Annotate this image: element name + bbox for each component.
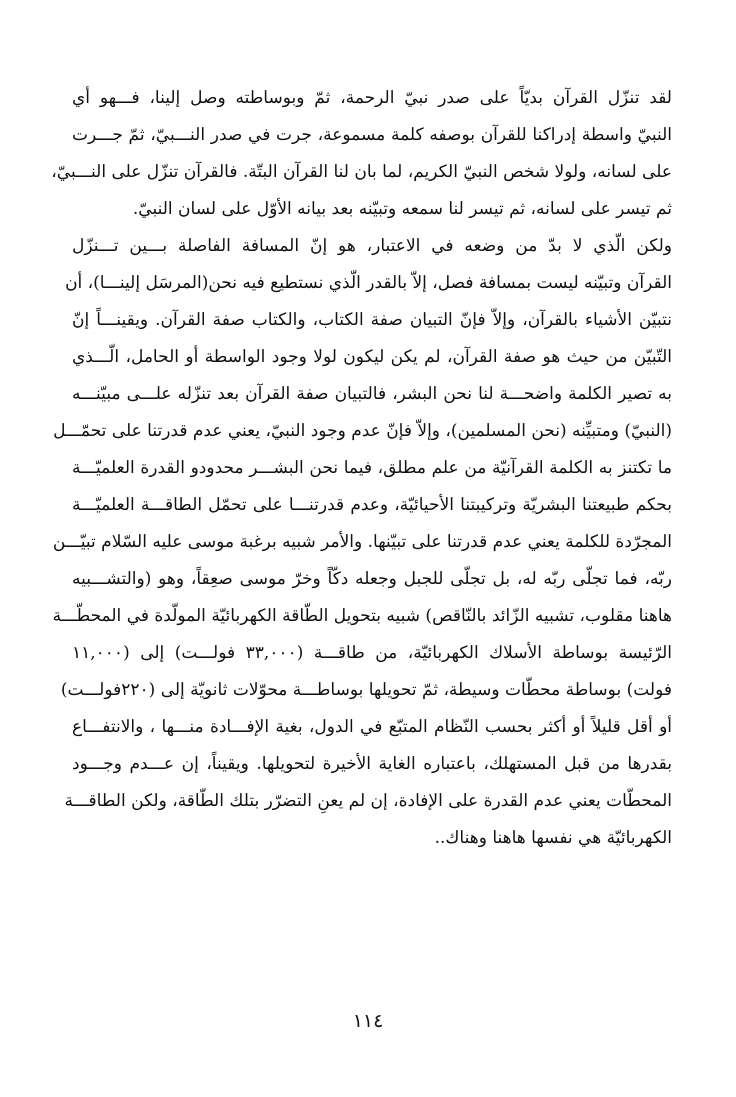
body-text bbox=[51, 80, 672, 857]
paragraph-2-line-15: بقدرها من قبل المستهلك، باعتباره الغاية الأخيرة لتحويلها. ويقيناً، إن عـــدم وجـــود bbox=[72, 754, 672, 774]
paragraph-2-line-11: هاهنا مقلوب، تشبيه الزّائد بالنّاقص) شبيه بتحويل الطّاقة الكهربائيّة المولّدة في المحطّـــة bbox=[52, 606, 672, 626]
paragraph-2-line-3: نتبيّن الأشياء بالقرآن، وإلاّ فإنّ التبيان صفة الكتاب، والكتاب صفة القرآن. ويقينـــاً إنّ bbox=[72, 310, 672, 330]
paragraph-1-line-4: ثم تيسر على لسانه، ثم تيسر لنا سمعه وتبيّنه بعد بيانه الأوّل على لسان النبيّ. bbox=[132, 199, 672, 219]
paragraph-2-line-6: (النبيّ) ومتبيِّنه (نحن المسلمين)، وإلاّ فإنّ عدم وجود النبيّ، يعني عدم قدرتنا على تحمّـــل bbox=[53, 421, 672, 441]
paragraph-1-line-2: النبيّ واسطة إدراكنا للقرآن بوصفه كلمة مسموعة، جرت في صدر النـــبيّ، ثمّ جـــرت bbox=[72, 125, 672, 145]
paragraph-2-line-12: الرّئيسة بوساطة الأسلاك الكهربائيّة، من طاقـــة (٣٣,٠٠٠ فولـــت) إلى (١١,٠٠٠ bbox=[72, 643, 672, 663]
paragraph-2-line-10: ربّه، فما تجلّى ربّه له، بل تجلّى للجبل وجعله دكّاً وخرّ موسى صعِقاً، وهو (والتشـــبيه bbox=[72, 569, 672, 589]
paragraph-1-line-1: لقد تنزّل القرآن بديّاً على صدر نبيّ الرحمة، ثمّ وبوساطته وصل إلينا، فـــهو أي bbox=[72, 88, 672, 108]
paragraph-2-line-2: القرآن وتبيّنه ليست بمسافة فصل، إلاّ بالقدر الّذي نستطيع فيه نحن(المرسَل إلينـــا)، أن bbox=[65, 273, 672, 293]
paragraph-2-line-14: أو أقل قليلاً أو أكثر بحسب النّظام المتبّع في الدول، بغية الإفـــادة منـــها ، والانتفـــاع bbox=[72, 717, 672, 737]
paragraph-1-line-3: على لسانه، ولولا شخص النبيّ الكريم، لما بان لنا القرآن البتّة. فالقرآن تنزّل على النـــبيّ، bbox=[51, 162, 672, 182]
paragraph-2-line-9: المجرّدة للكلمة يعني عدم قدرتنا على تبيّنها. والأمر شبيه برغبة موسى عليه السّلام تبيّـــن bbox=[52, 532, 672, 552]
paragraph-2-line-1: ولكن الّذي لا بدّ من وضعه في الاعتبار، هو إنّ المسافة الفاصلة بـــين تـــنزّل bbox=[72, 236, 672, 256]
paragraph-2-line-5: به تصير الكلمة واضحـــة لنا نحن البشر، فالتبيان صفة القرآن بعد تنزّله علـــى مبيّنـــه bbox=[72, 384, 672, 404]
paragraph-2-line-17: الكهربائيّة هي نفسها هاهنا وهناك.. bbox=[434, 828, 672, 848]
paragraph-2-line-8: بحكم طبيعتنا البشريّة وتركيبتنا الأحيائيّة، وعدم قدرتنـــا على تحمّل الطاقـــة العلميّـــة bbox=[72, 495, 672, 515]
paragraph-2-line-4: التّبيّن من حيث هو صفة القرآن، لم يكن ليكون لولا وجود الواسطة أو الحامل، الّـــذي bbox=[72, 347, 672, 367]
page-number: ١١٤ bbox=[352, 1010, 384, 1032]
paragraph-2-line-16: المحطّات يعني عدم القدرة على الإفادة، إن لم يعنِ التضرّر بتلك الطّاقة، ولكن الطاقـــة bbox=[64, 791, 672, 811]
paragraph-2-line-7: ما تكتنز به الكلمة القرآنيّة من علم مطلق، فيما نحن البشـــر محدودو القدرة العلميّـــة bbox=[72, 458, 672, 478]
paragraph-2-line-13: فولت) بوساطة محطّات وسيطة، ثمّ تحويلها بوساطـــة محوّلات ثانويّة إلى (٢٢٠فولـــت) bbox=[60, 680, 672, 700]
